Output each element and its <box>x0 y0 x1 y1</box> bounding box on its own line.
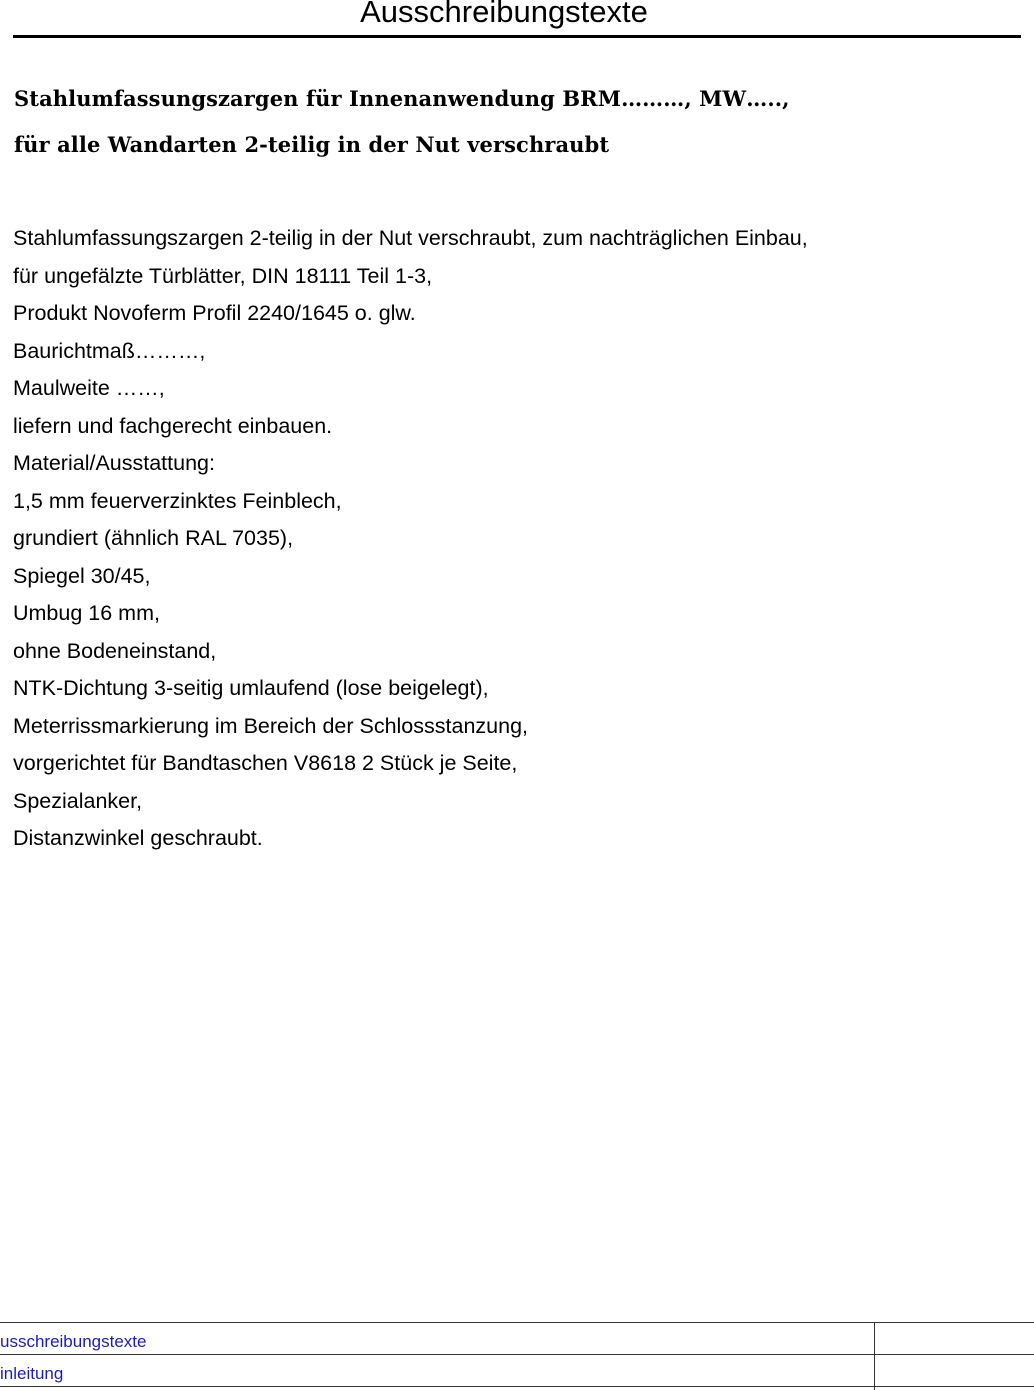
footer-column-divider <box>874 1322 875 1390</box>
sheet-link-ausschreibungstexte[interactable]: usschreibungstexte <box>0 1332 147 1351</box>
body-line: Umbug 16 mm, <box>13 601 160 625</box>
body-line: liefern und fachgerecht einbauen. <box>13 413 333 438</box>
body-line: für ungefälzte Türblätter, DIN 18111 Teil 1-3, <box>13 263 433 288</box>
sheet-tab-footer <box>0 1322 1034 1390</box>
body-line: Stahlumfassungszargen 2-teilig in der Nut verschraubt, zum nachträglichen Einbau, <box>13 226 808 250</box>
body-line: 1,5 mm feuerverzinktes Feinblech, <box>13 488 342 513</box>
body-line: Produkt Novoferm Profil 2240/1645 o. glw. <box>13 301 416 325</box>
body-line: Baurichtmaß………, <box>13 338 206 363</box>
body-line: Spiegel 30/45, <box>13 563 151 588</box>
body-line: Meterrissmarkierung im Bereich der Schlossstanzung, <box>13 713 529 738</box>
document-title: Ausschreibungstexte <box>360 0 648 29</box>
body-line: Maulweite ……, <box>13 376 165 400</box>
body-line: Material/Ausstattung: <box>13 451 215 475</box>
footer-row <box>0 1354 1034 1385</box>
title-underline <box>13 35 1021 38</box>
body-line: vorgerichtet für Bandtaschen V8618 2 Stück je Seite, <box>13 751 518 775</box>
body-line: ohne Bodeneinstand, <box>13 638 217 663</box>
footer-row <box>0 1386 1034 1390</box>
sheet-link-einleitung[interactable]: inleitung <box>0 1364 64 1383</box>
body-line: Distanzwinkel geschraubt. <box>13 826 263 850</box>
heading-line-1: Stahlumfassungszargen für Innenanwendung BRM………, MW….., <box>14 86 790 111</box>
heading-line-2: für alle Wandarten 2-teilig in der Nut verschraubt <box>14 132 610 157</box>
body-line: Spezialanker, <box>13 788 143 813</box>
footer-row <box>0 1322 1034 1353</box>
body-line: NTK-Dichtung 3-seitig umlaufend (lose beigelegt), <box>13 676 489 700</box>
body-line: grundiert (ähnlich RAL 7035), <box>13 526 294 550</box>
